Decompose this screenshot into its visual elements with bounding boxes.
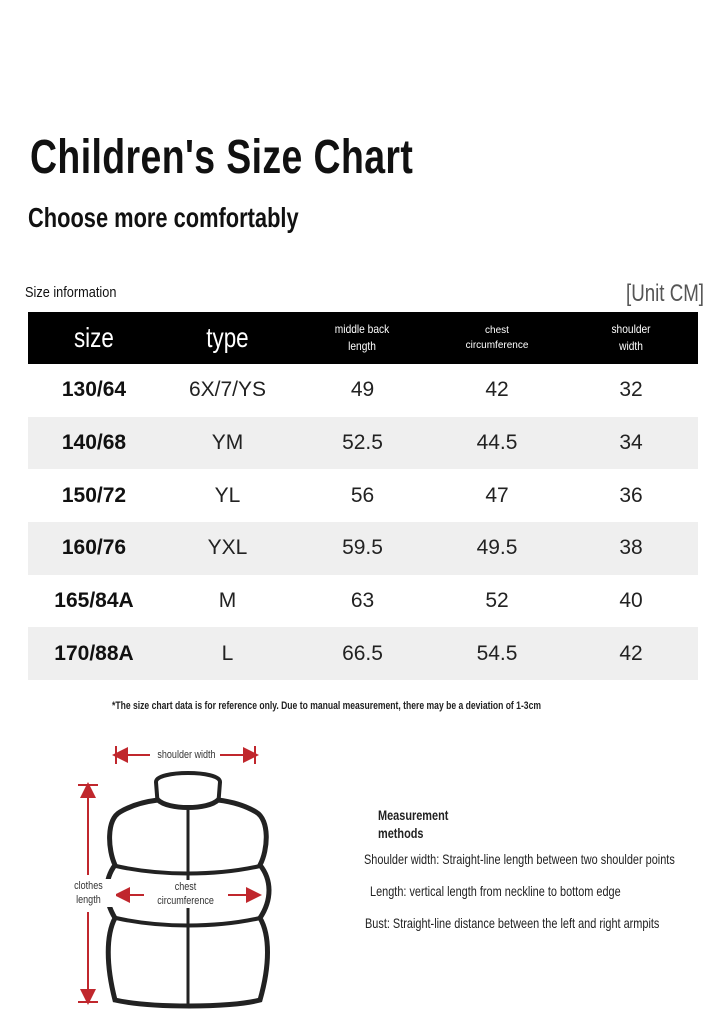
shoulder-cell: 42 [619,641,643,665]
type-cell: YXL [207,536,248,560]
back-length-cell: 56 [350,483,375,507]
table-row [28,469,698,522]
back-length-cell: 66.5 [342,641,383,665]
vest-measurement-diagram [60,740,290,1015]
shoulder-cell: 32 [619,378,643,402]
back-length-cell: 59.5 [342,536,383,560]
shoulder-cell: 34 [619,431,643,455]
shoulder-cell: 38 [619,536,643,560]
size-cell: 170/88A [54,641,134,665]
measurement-methods-title: Measurement methods [378,807,449,841]
size-cell: 160/76 [61,536,127,560]
page-title: Children's Size Chart [30,131,414,184]
vest-illustration [60,740,290,1015]
page-subtitle: Choose more comfortably [28,202,299,233]
table-row [28,627,698,680]
shoulder-width-label: shoulder width [156,749,216,761]
table-row [28,575,698,628]
size-cell: 150/72 [61,483,127,507]
column-header-size: size [74,322,114,353]
reference-note: *The size chart data is for reference only. Due to manual measurement, there may be a deviation of 1-3cm [112,700,541,712]
chest-cell: 47 [485,483,509,507]
column-header-back-length: middle back length [335,322,390,353]
type-cell: YL [214,483,241,507]
method-length: Length: vertical length from neckline to bottom edge [370,883,621,899]
chest-cell: 52 [485,589,509,613]
shoulder-cell: 40 [619,589,643,613]
type-cell: YM [211,431,244,455]
back-length-cell: 52.5 [342,431,383,455]
type-cell: M [218,589,237,613]
size-information-label: Size information [25,284,117,301]
clothes-length-label: clothes length [60,879,116,907]
chest-cell: 54.5 [476,641,518,665]
column-header-type: type [206,322,249,353]
shoulder-cell: 36 [619,483,643,507]
method-bust: Bust: Straight-line distance between the left and right armpits [365,915,660,931]
chest-cell: 49.5 [476,536,518,560]
column-header-chest: chest circumference [465,325,529,351]
table-row [28,522,698,575]
table-header-row [28,312,698,364]
table-row [28,364,698,417]
method-shoulder-width: Shoulder width: Straight-line length between two shoulder points [364,851,675,867]
back-length-cell: 49 [350,378,375,402]
type-cell: L [221,641,234,665]
chest-circumference-label: chest circumference [144,880,228,908]
column-header-shoulder: shoulder width [611,322,651,353]
size-cell: 165/84A [54,589,134,613]
back-length-cell: 63 [350,589,375,613]
size-table [28,312,698,680]
chest-cell: 42 [485,378,509,402]
size-cell: 140/68 [61,431,127,455]
unit-label: [Unit CM] [625,280,704,307]
chest-cell: 44.5 [476,431,518,455]
size-cell: 130/64 [61,378,127,402]
type-cell: 6X/7/YS [188,378,267,402]
table-row [28,417,698,470]
